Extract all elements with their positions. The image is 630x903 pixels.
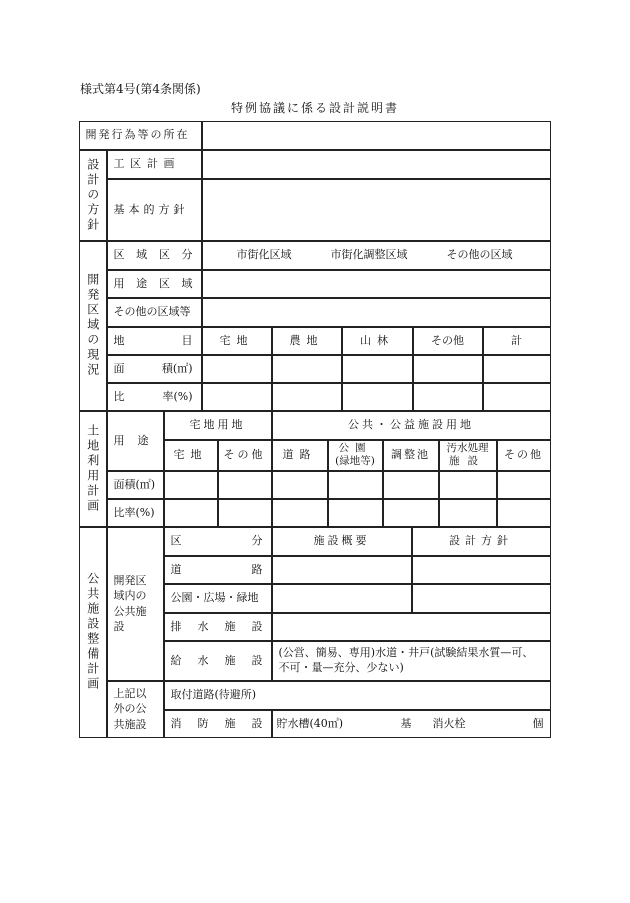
category-total: 計 (483, 327, 551, 355)
lu-ratio-pond[interactable] (383, 499, 439, 527)
use-zone-label: 用 途 区 域 (107, 270, 202, 298)
location-label: 開発行為等の所在 (79, 121, 202, 150)
ratio-total-field[interactable] (483, 383, 551, 411)
area-total-field[interactable] (483, 355, 551, 383)
form-number: 様式第4号(第4条関係) (80, 82, 201, 96)
sub-residential: 宅地 (164, 440, 218, 471)
lu-ratio-res-other[interactable] (218, 499, 272, 527)
sub-sewage: 汚水処理 施設 (439, 440, 497, 471)
basic-policy-field[interactable] (202, 179, 551, 241)
drainage-label: 排 水 施 設 (164, 613, 272, 641)
water-supply-note[interactable]: (公営、簡易、専用)水道・井戸(試験結果水質—可、不可・量—充分、少ない) (272, 641, 551, 681)
lu-ratio-sewage[interactable] (439, 499, 497, 527)
works-plan-field[interactable] (202, 150, 551, 179)
facilities-section-label: 公共施設整備計画 (79, 527, 107, 738)
road-plan-field[interactable] (412, 556, 551, 584)
park-label: 公園・広場・緑地 (164, 584, 272, 613)
current-area-label: 面 積(㎡) (107, 355, 202, 383)
ratio-forest-field[interactable] (342, 383, 413, 411)
zone-option-control[interactable]: 市街化調整区域 (330, 248, 408, 262)
drainage-field[interactable] (272, 613, 551, 641)
lu-area-sewage[interactable] (439, 471, 497, 499)
lu-area-park[interactable] (328, 471, 383, 499)
other-zone-field[interactable] (202, 298, 551, 327)
water-label: 給 水 施 設 (164, 641, 272, 681)
hydrant-label: 消火栓 (432, 716, 466, 730)
outer-facilities-label: 上記以外の公共施設 (107, 681, 164, 738)
land-category-label: 地 目 (107, 327, 202, 355)
zone-class-options (202, 241, 551, 270)
category-residential: 宅地 (202, 327, 272, 355)
current-ratio-label: 比 率(%) (107, 383, 202, 411)
fire-tank-unit: 基 (400, 716, 412, 730)
lu-ratio-other[interactable] (497, 499, 551, 527)
lu-area-other[interactable] (497, 471, 551, 499)
park-overview-field[interactable] (272, 584, 412, 613)
category-farmland: 農地 (272, 327, 342, 355)
category-other: その他 (413, 327, 483, 355)
basic-policy-label: 基本的方針 (107, 179, 202, 241)
public-land-header: 公共・公益施設用地 (272, 411, 551, 440)
category-forest: 山林 (342, 327, 413, 355)
lu-ratio-residential[interactable] (164, 499, 218, 527)
hydrant-unit: 個 (532, 716, 544, 730)
zone-option-urbanization[interactable]: 市街化区域 (236, 248, 292, 262)
access-road-row[interactable]: 取付道路(待避所) (164, 681, 551, 710)
current-section-label: 開発区域の現況 (79, 241, 107, 411)
ratio-farmland-field[interactable] (272, 383, 342, 411)
road-label: 道 路 (164, 556, 272, 584)
design-section-label: 設計の方針 (79, 150, 107, 241)
sub-park: 公園 (緑地等) (328, 440, 383, 471)
sub-public-other: その他 (497, 440, 551, 471)
ratio-other-field[interactable] (413, 383, 483, 411)
use-zone-field[interactable] (202, 270, 551, 298)
sub-pond: 調整池 (383, 440, 439, 471)
plan-header: 設計方針 (412, 527, 551, 556)
document-title: 特例協議に係る設計説明書 (230, 101, 399, 115)
lu-ratio-park[interactable] (328, 499, 383, 527)
lu-area-residential[interactable] (164, 471, 218, 499)
road-overview-field[interactable] (272, 556, 412, 584)
zone-option-other[interactable]: その他の区域 (446, 248, 513, 262)
lu-area-pond[interactable] (383, 471, 439, 499)
area-residential-field[interactable] (202, 355, 272, 383)
area-forest-field[interactable] (342, 355, 413, 383)
works-plan-label: 工 区 計 画 (107, 150, 202, 179)
lu-area-road[interactable] (272, 471, 328, 499)
class-header: 区 分 (164, 527, 272, 556)
residential-land-header: 宅地用地 (164, 411, 272, 440)
landuse-use-label: 用 途 (107, 411, 164, 471)
location-field[interactable] (202, 121, 551, 150)
landuse-area-label: 面積(㎡) (107, 471, 164, 499)
sub-road: 道路 (272, 440, 328, 471)
landuse-section-label: 土地利用計画 (79, 411, 107, 527)
landuse-ratio-label: 比率(%) (107, 499, 164, 527)
other-zone-label: その他の区域等 (107, 298, 202, 327)
park-plan-field[interactable] (412, 584, 551, 613)
lu-area-res-other[interactable] (218, 471, 272, 499)
fire-facilities-field[interactable] (272, 710, 551, 738)
design-explanation-form (79, 121, 551, 738)
inner-facilities-label: 開発区域内の公共施設 (107, 527, 164, 681)
lu-ratio-road[interactable] (272, 499, 328, 527)
zone-class-label: 区 域 区 分 (107, 241, 202, 270)
sub-residential-other: その他 (218, 440, 272, 471)
ratio-residential-field[interactable] (202, 383, 272, 411)
area-other-field[interactable] (413, 355, 483, 383)
fire-label: 消 防 施 設 (164, 710, 272, 738)
fire-tank-label: 貯水槽(40㎥) (276, 716, 344, 730)
area-farmland-field[interactable] (272, 355, 342, 383)
overview-header: 施設概要 (272, 527, 412, 556)
